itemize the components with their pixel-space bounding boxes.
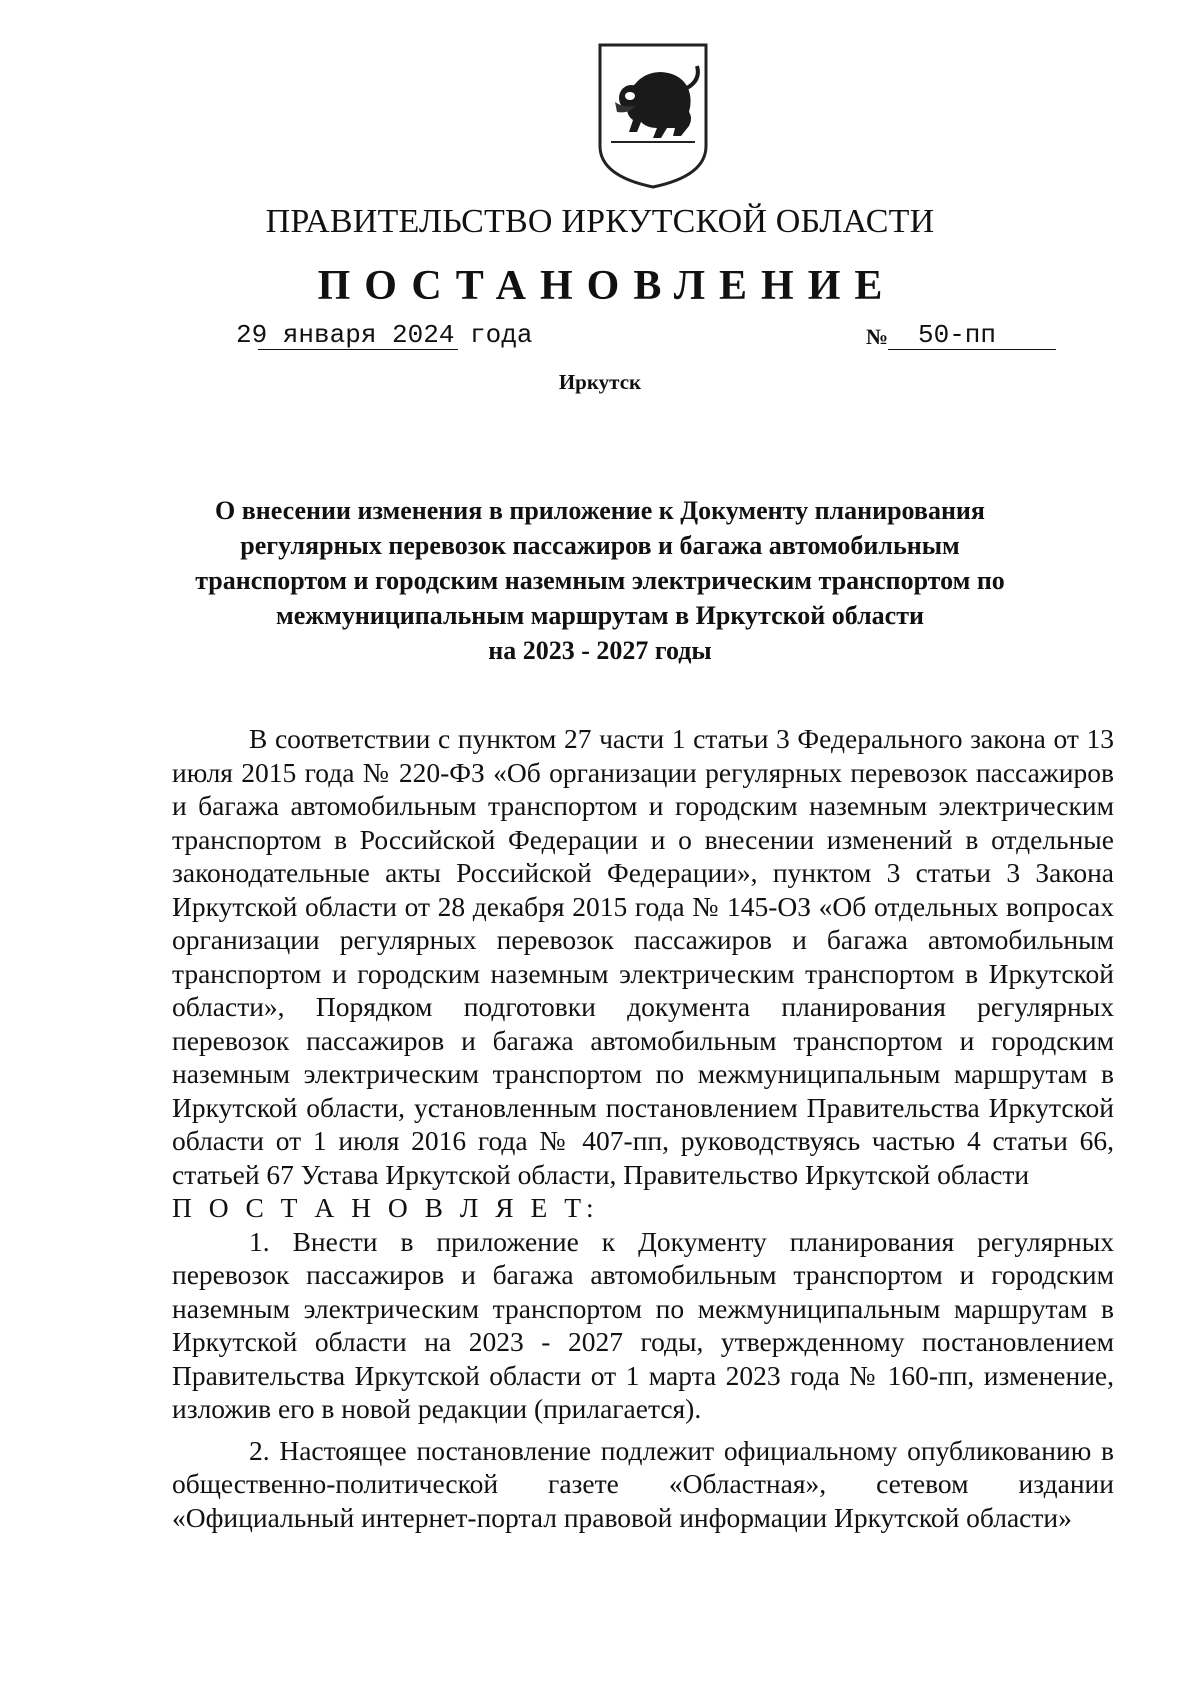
item-1-paragraph: 1. Внести в приложение к Документу планирования регулярных перевозок пассажиров и багажа автомобильным транспортом и городским наземным электрическим транспортом по межмуниципальным маршрутам в Иркутской области на 2023 - 2027 годы, утвержденному постановлением Правительства Иркутской области от 1 марта 2023 года № 160-пп, изменение, изложив его в новой редакции (прилагается). xyxy=(172,1225,1114,1424)
city-name: Иркутск xyxy=(558,370,642,394)
number-underline xyxy=(888,349,1056,350)
preamble-paragraph: В соответствии с пунктом 27 части 1 статьи 3 Федерального закона от 13 июля 2015 года № 220-ФЗ «Об организации регулярных перевозок пассажиров и багажа автомобильным транспортом и городским наземным электрическим транспортом в Российской Федерации и о внесении изменений в отдельные законодательные акты Российской Федерации», пунктом 3 статьи 3 Закона Иркутской области от 28 декабря 2015 года № 145-ОЗ «Об отдельных вопросах организации регулярных перевозок пассажиров и багажа автомобильным транспортом и городским наземным электрическим транспортом в Иркутской области», Порядком подготовки документа планирования регулярных перевозок пассажиров и багажа автомобильным транспортом и городским наземным электрическим транспортом по межмуниципальным маршрутам в Иркутской области, установленным постановлением Правительства Иркутской области от 1 июля 2016 года № 407-пп, руководствуясь частью 4 статьи 66, статьей 67 Устава Иркутской области, Правительство Иркутской области xyxy=(172,723,1114,1190)
heading-line: транспортом и городским наземным электрическим транспортом по xyxy=(195,566,1005,595)
heading-line: на 2023 - 2027 годы xyxy=(488,636,712,665)
document-body xyxy=(172,722,1114,1534)
item-2-paragraph: 2. Настоящее постановление подлежит официальному опубликованию в общественно-политической газете «Областная», сетевом издании «Официальный интернет-портал правовой информации Иркутской области» xyxy=(172,1434,1114,1533)
heading-line: межмуниципальным маршрутам в Иркутской области xyxy=(276,601,924,630)
decree-word: П О С Т А Н О В Л Я Е Т: xyxy=(172,1192,599,1223)
document-number: 50-пп xyxy=(918,320,997,350)
document-heading xyxy=(180,493,1020,668)
government-name: ПРАВИТЕЛЬСТВО ИРКУТСКОЙ ОБЛАСТИ xyxy=(265,203,935,240)
coat-of-arms-icon xyxy=(597,42,709,190)
document-date: 29 января 2024 года xyxy=(236,320,533,350)
number-sign: № xyxy=(866,324,889,349)
heading-line: регулярных перевозок пассажиров и багажа автомобильным xyxy=(240,531,960,560)
date-underline xyxy=(258,349,458,350)
document-type-title: ПОСТАНОВЛЕНИЕ xyxy=(317,263,897,309)
heading-line: О внесении изменения в приложение к Документу планирования xyxy=(215,496,985,525)
